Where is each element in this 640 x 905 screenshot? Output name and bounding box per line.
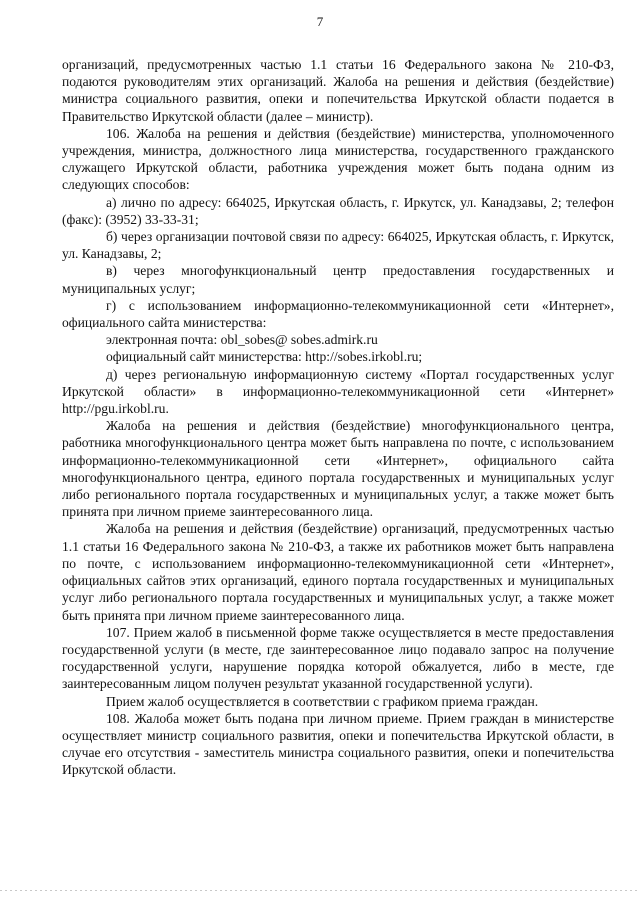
paragraph-106: 106. Жалоба на решения и действия (бездействие) министерства, уполномоченного учреждения, министра, должностного лица министерства, государственного гражданского служащего Иркутской области, работника учреждения может быть подана одним из следующих способов:: [62, 125, 614, 193]
page-bottom-rule: [0, 890, 640, 891]
page-number: 7: [316, 14, 324, 29]
paragraph-106-g: г) с использованием информационно-телекоммуникационной сети «Интернет», официального сайта министерства:: [62, 297, 614, 331]
paragraph-106-a: а) лично по адресу: 664025, Иркутская область, г. Иркутск, ул. Канадзавы, 2; телефон (факс): (3952) 33-33-31;: [62, 194, 614, 227]
paragraph-organizations-complaint: Жалоба на решения и действия (бездействие) организаций, предусмотренных частью 1.1 статьи 16 Федерального закона № 210-ФЗ, а также их работников может быть направлена по почте, с использованием информационно-телекоммуникационной сети «Интернет», официальных сайтов этих организаций, единого портала государственных и муниципальных услуг либо регионального портала государственных и муниципальных услуг, а также может быть принята при личном приеме заинтересованного лица.: [62, 521, 614, 623]
paragraph-106-d: д) через региональную информационную систему «Портал государственных услуг Иркутской области» в информационно-телекоммуникационной сети «Интернет» http://pgu.irkobl.ru.: [62, 366, 614, 417]
paragraph-107: 107. Прием жалоб в письменной форме также осуществляется в месте предоставления государственной услуги (в месте, где заинтересованное лицо подавало запрос на получение государственной услуги, нарушение порядка которой обжалуется, либо в месте, где заинтересованным лицом получен результат указанной государственной услуги).: [62, 624, 614, 692]
paragraph-106-b: б) через организации почтовой связи по адресу: 664025, Иркутская область, г. Иркутск, ул. Канадзавы, 2;: [62, 229, 614, 262]
paragraph-continuation: организаций, предусмотренных частью 1.1 статьи 16 Федерального закона № 210-ФЗ, подаются руководителям этих организаций. Жалоба на решения и действия (бездействие) министра социального развития, опеки и попечительства Иркутской области подается в Правительство Иркутской области (далее – министр).: [62, 57, 614, 124]
paragraph-website: официальный сайт министерства: http://sobes.irkobl.ru;: [106, 349, 423, 365]
paragraph-mfc-complaint: Жалоба на решения и действия (бездействие) многофункционального центра, работника многофункционального центра может быть направлена по почте, с использованием информационно-телекоммуникационной сети «Интернет», официального сайта многофункционального центра, единого портала государственных и муниципальных услуг либо регионального портала государственных и муниципальных услуг, а также может быть принята при личном приеме заинтересованного лица.: [62, 418, 614, 520]
paragraph-email: электронная почта: obl_sobes@ sobes.admirk.ru: [106, 332, 378, 348]
document-body: [62, 56, 614, 779]
paragraph-106-v: в) через многофункциональный центр предоставления государственных и муниципальных услуг;: [62, 263, 614, 296]
paragraph-108: 108. Жалоба может быть подана при личном приеме. Прием граждан в министерстве осуществляет министр социального развития, опеки и попечительства Иркутской области, в случае его отсутствия - заместитель министра социального развития, опеки и попечительства Иркутской области.: [62, 710, 614, 778]
paragraph-reception-schedule: Прием жалоб осуществляется в соответствии с графиком приема граждан.: [106, 693, 539, 709]
